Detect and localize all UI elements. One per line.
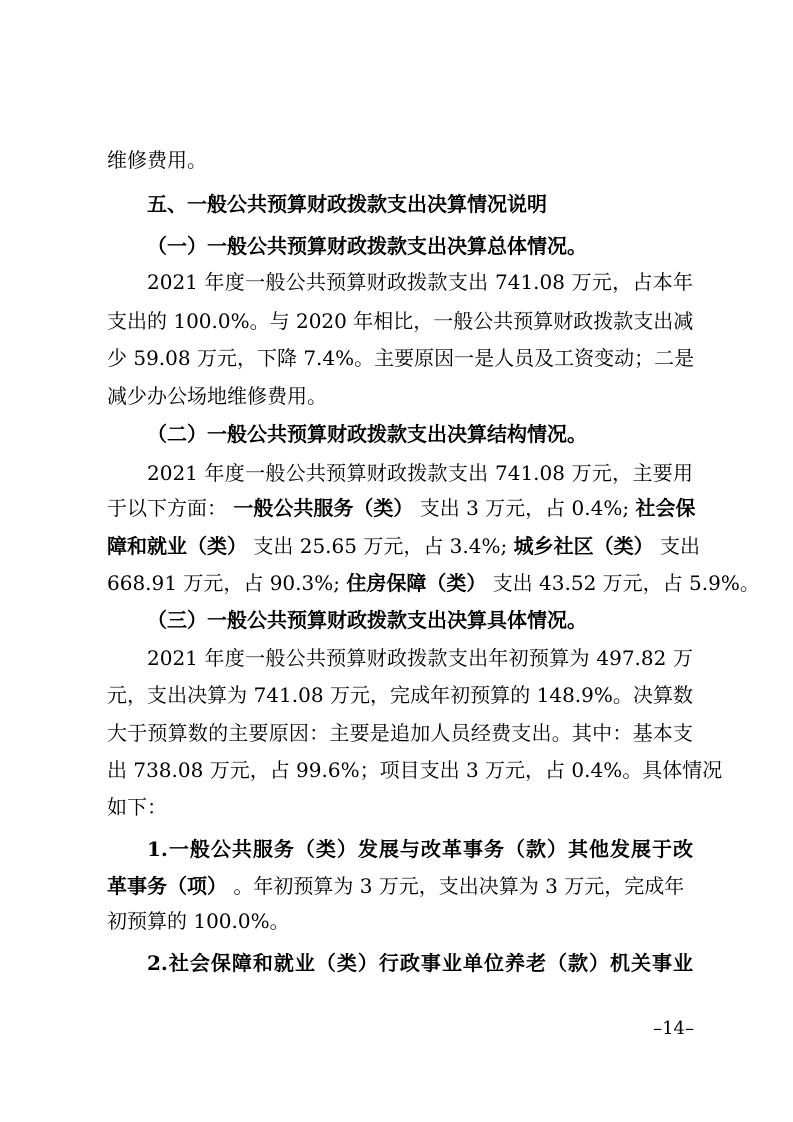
category-public-services: 一般公共服务（类） [233, 496, 414, 520]
body-line [107, 790, 693, 824]
body-line [107, 678, 693, 712]
subsection-heading [147, 417, 693, 451]
line-text: 。年初预算为 3 万元，支出决算为 3 万元，完成年 [233, 874, 685, 898]
section-heading [147, 187, 693, 221]
body-line [147, 265, 693, 299]
line-text: 支出 25.65 万元，占 3.4%; [253, 534, 508, 558]
line-text: 2021 年度一般公共预算财政拨款支出 741.08 万元，占本年 [147, 270, 693, 294]
page-number: –14– [653, 1018, 694, 1039]
body-line [107, 869, 693, 903]
line-text: 于以下方面： [107, 496, 227, 520]
body-line [107, 341, 693, 375]
item-title-tail: 革事务（项） [107, 874, 227, 898]
heading-text: 2.社会保障和就业（类）行政事业单位养老（款）机关事业 [147, 951, 693, 975]
subsection-heading [147, 229, 693, 263]
heading-text: 1.一般公共服务（类）发展与改革事务（款）其他发展于改 [147, 837, 693, 861]
item-heading [147, 946, 693, 980]
body-line [147, 456, 693, 490]
body-line [107, 491, 696, 525]
line-text: 支出 3 万元，占 0.4%; [419, 496, 630, 520]
category-social-security-part1: 社会保 [635, 496, 696, 520]
body-line [107, 529, 700, 563]
line-text: 支出 43.52 万元，占 5.9%。 [492, 571, 760, 595]
body-line [107, 904, 693, 938]
body-line [107, 379, 693, 413]
body-line [107, 304, 693, 338]
line-text: 维修费用。 [107, 148, 207, 172]
line-text: 大于预算数的主要原因：主要是追加人员经费支出。其中：基本支 [107, 721, 693, 745]
line-text: 2021 年度一般公共预算财政拨款支出年初预算为 497.82 万 [147, 646, 693, 670]
heading-text: 五、一般公共预算财政拨款支出决算情况说明 [147, 192, 547, 216]
body-line [107, 753, 723, 787]
category-housing: 住房保障（类） [346, 571, 487, 595]
category-urban-rural: 城乡社区（类） [513, 534, 654, 558]
heading-text: （一）一般公共预算财政拨款支出决算总体情况。 [147, 234, 587, 258]
line-text: 支出 [659, 534, 700, 558]
category-social-security-part2: 障和就业（类） [107, 534, 247, 558]
heading-text: （二）一般公共预算财政拨款支出决算结构情况。 [147, 422, 587, 446]
line-text: 少 59.08 万元，下降 7.4%。主要原因一是人员及工资变动；二是 [107, 346, 695, 370]
line-text: 如下： [107, 795, 167, 819]
body-line [107, 716, 693, 750]
line-text: 初预算的 100.0%。 [107, 909, 290, 933]
line-text: 元，支出决算为 741.08 万元，完成年初预算的 148.9%。决算数 [107, 683, 693, 707]
line-text: 2021 年度一般公共预算财政拨款支出 741.08 万元，主要用 [147, 461, 693, 485]
item-heading [147, 832, 693, 866]
body-line [147, 641, 693, 675]
subsection-heading [147, 603, 693, 637]
line-text: 支出的 100.0%。与 2020 年相比，一般公共预算财政拨款支出减 [107, 309, 694, 333]
body-line [107, 143, 693, 177]
line-text: 出 738.08 万元，占 99.6%；项目支出 3 万元，占 0.4%。具体情况 [107, 758, 723, 782]
heading-text: （三）一般公共预算财政拨款支出决算具体情况。 [147, 608, 587, 632]
line-text: 减少办公场地维修费用。 [107, 384, 327, 408]
body-line [107, 566, 760, 600]
line-text: 668.91 万元，占 90.3%; [107, 571, 340, 595]
